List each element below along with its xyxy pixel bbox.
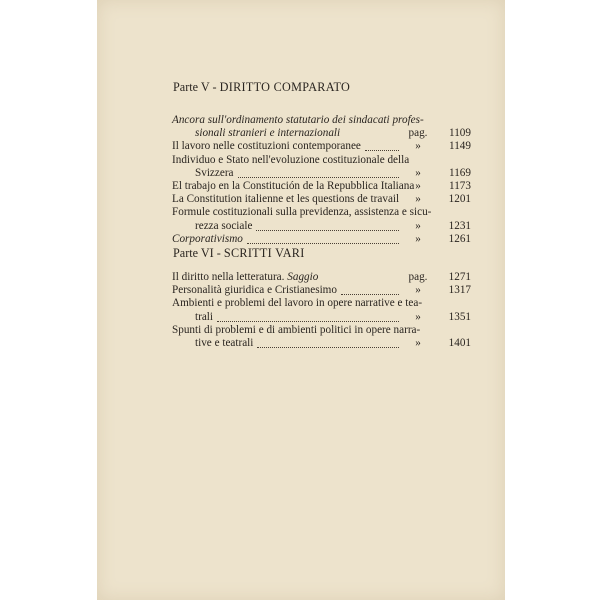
part-v-heading [173, 80, 350, 95]
toc-page-marker: pag. [408, 127, 428, 140]
toc-leader-dots [365, 136, 399, 151]
toc-entry-text: Il diritto nella letteratura. Saggio [172, 271, 319, 283]
part-v-title: DIRITTO COMPARATO [219, 80, 351, 94]
part-vi-heading [173, 246, 305, 261]
toc-page-number: 1261 [448, 232, 471, 245]
toc-entry-text: Corporativismo [172, 232, 243, 245]
toc-leader-dots [341, 280, 399, 295]
toc-page-marker: » [415, 166, 421, 179]
toc-entry-line [195, 336, 471, 350]
toc-page-number: 1271 [448, 271, 471, 283]
toc-entry-line [172, 232, 471, 246]
toc-entry-text: Ambienti e problemi del lavoro in opere narrative e tea- [172, 297, 423, 310]
toc-entry-line [172, 283, 471, 297]
toc-entry-text: Svizzera [195, 166, 234, 179]
toc-entry-text: trali [195, 310, 214, 323]
toc-entry-line [172, 139, 471, 153]
toc-page-marker: » [415, 140, 421, 153]
toc-page-marker: » [415, 219, 421, 232]
toc-entry-line [172, 113, 471, 127]
toc-entry-text: El trabajo en la Constitución de la Repubblica Italiana [172, 180, 415, 192]
toc-page-number: 1169 [449, 166, 471, 179]
toc-entry-line [195, 126, 471, 140]
toc-entry-text: La Constitution italienne et les questions de travail [172, 193, 400, 206]
toc-entry-text: sionali stranieri e internazionali [195, 127, 341, 140]
part-vi-title: SCRITTI VARI [223, 246, 305, 260]
toc-entry-text: rezza sociale [195, 219, 253, 232]
toc-page-number: 1231 [448, 219, 471, 232]
toc-leader-dots [217, 307, 399, 322]
toc-entry-line [195, 310, 471, 324]
part-vi-prefix: Parte VI - [173, 246, 224, 260]
toc-leader-dots [247, 229, 399, 244]
toc-entry-text: Ancora sull'ordinamento statutario dei sindacati profes- [172, 114, 424, 126]
toc-page-marker: » [415, 284, 421, 297]
toc-leader-dots [238, 163, 399, 178]
toc-entry-text: Il lavoro nelle costituzioni contemporanee [172, 140, 361, 153]
toc-page-number: 1109 [449, 127, 471, 140]
toc-page-number: 1401 [448, 337, 471, 349]
toc-entry-text: tive e teatrali [195, 337, 254, 349]
toc-page-number: 1317 [448, 284, 471, 297]
toc-page-marker: » [415, 337, 421, 349]
toc-entry-text: Individuo e Stato nell'evoluzione costituzionale della [172, 153, 410, 166]
toc-leader-dots [257, 333, 399, 348]
toc-page-marker: pag. [408, 271, 428, 283]
toc-entry-text: Formule costituzionali sulla previdenza, assistenza e sicu- [172, 206, 432, 219]
toc-page-marker: » [415, 193, 421, 206]
toc-page-marker: » [415, 310, 421, 323]
toc-entry-line [172, 192, 471, 206]
toc-entry-text: Personalità giuridica e Cristianesimo [172, 284, 337, 297]
toc-entry-line [172, 270, 471, 284]
toc-page-marker: » [415, 180, 421, 192]
toc-entry-italic-suffix: Saggio [287, 271, 319, 283]
toc-page-number: 1149 [449, 140, 471, 153]
toc-page-number: 1201 [448, 193, 471, 206]
part-v-prefix: Parte V - [173, 80, 220, 94]
toc-page-number: 1351 [448, 310, 471, 323]
toc-entry-line [195, 166, 471, 180]
toc-page-marker: » [415, 232, 421, 245]
toc-entry-text: Spunti di problemi e di ambienti politici in opere narra- [172, 323, 421, 336]
toc-page-number: 1173 [449, 180, 471, 192]
toc-entry-line [172, 179, 471, 193]
